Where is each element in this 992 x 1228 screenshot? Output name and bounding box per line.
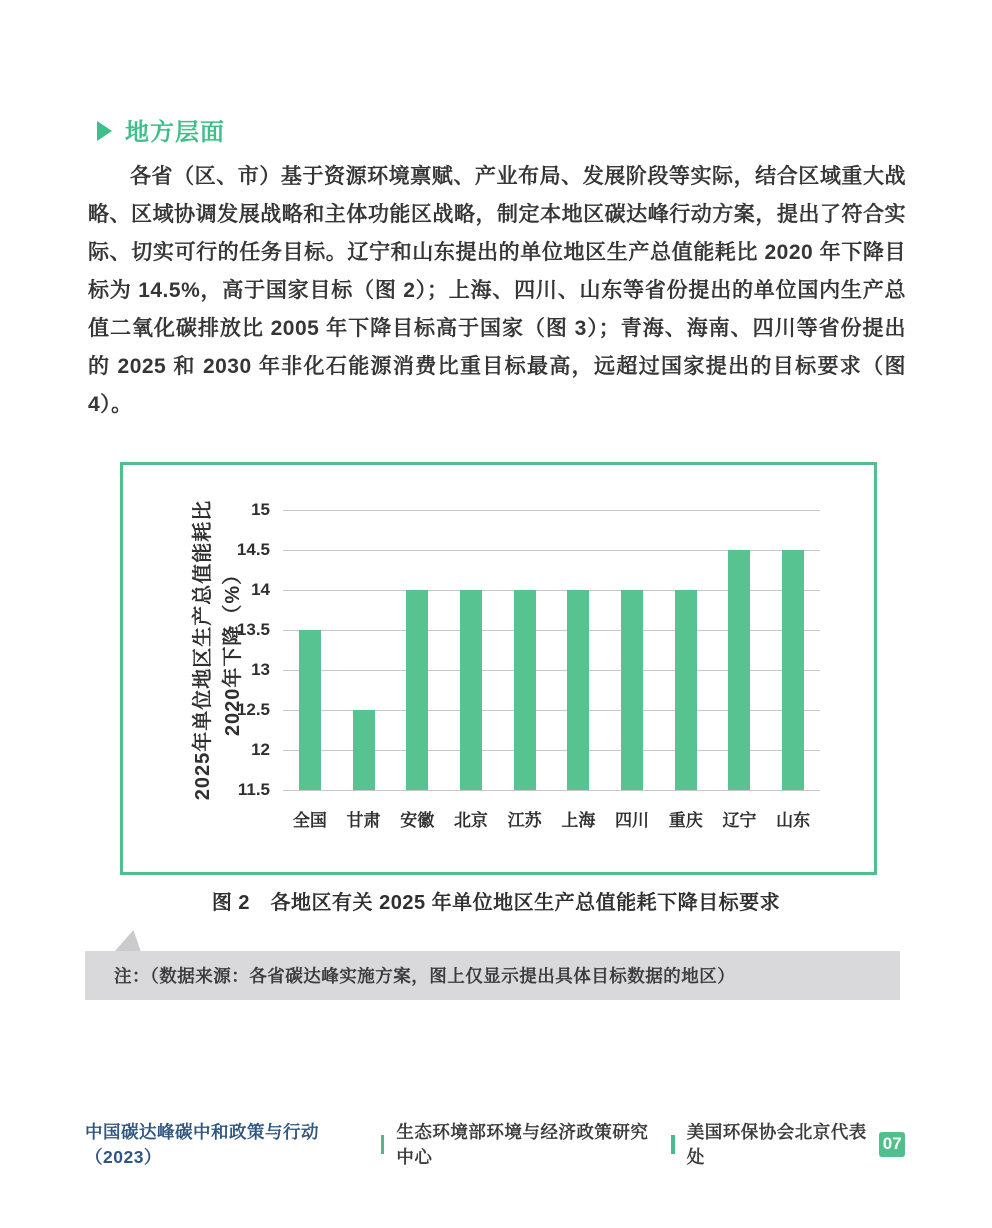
x-category-label: 山东 — [776, 811, 811, 830]
x-category-label: 北京 — [453, 811, 488, 830]
chart-bar — [299, 630, 321, 790]
chart-bar — [567, 590, 589, 790]
body-paragraph: 各省（区、市）基于资源环境禀赋、产业布局、发展阶段等实际，结合区域重大战略、区域协调发展战略和主体功能区战略，制定本地区碳达峰行动方案，提出了符合实际、切实可行的任务目标。辽宁和山东提出的单位地区生产总值能耗比 2020 年下降目标为 14.5%，高于国家目标（图 2）；上海、四川、山东等省份提出的单位国内生产总值二氧化碳排放比 2005 年下降目标高于国家（图 3）；青海、海南、四川等省份提出的 2025 和 2030 年非化石能源消费比重目标最高，远超过国家提出的目标要求（图 4）。 — [88, 165, 906, 416]
x-category-label: 全国 — [292, 811, 327, 830]
x-category-label: 四川 — [615, 811, 650, 830]
figure-caption: 图 2 各地区有关 2025 年单位地区生产总值能耗下降目标要求 — [211, 892, 781, 914]
section-title: 地方层面 — [125, 119, 225, 146]
note-text: 注：（数据来源：各省碳达峰实施方案，图上仅显示提出具体目标数据的地区） — [114, 966, 736, 986]
footer-org-2: 美国环保协会北京代表处 — [686, 1122, 867, 1167]
y-tick-label: 14.5 — [236, 540, 270, 559]
chart-plot-area — [283, 510, 820, 790]
page-footer — [85, 1122, 905, 1167]
footer-separator-icon — [671, 1135, 675, 1154]
chart-bar — [728, 550, 750, 790]
y-axis-label-line1: 2025年单位地区生产总值能耗比 — [192, 499, 214, 801]
x-category-label: 上海 — [561, 811, 596, 830]
y-tick-label: 13.5 — [236, 620, 270, 639]
x-category-label: 辽宁 — [722, 811, 757, 830]
chart-bar — [514, 590, 536, 790]
section-header — [97, 112, 225, 147]
chart-bar — [621, 590, 643, 790]
y-tick-label: 12.5 — [236, 700, 270, 719]
chart-inner — [123, 465, 874, 872]
chart-bar — [353, 710, 375, 790]
footer-report-title: 中国碳达峰碳中和政策与行动（2023） — [85, 1122, 319, 1167]
y-tick-label: 15 — [251, 500, 270, 519]
x-category-label: 甘肃 — [346, 811, 381, 830]
y-axis-label-line2: 2020年下降（%） — [222, 563, 244, 737]
x-category-label: 安徽 — [400, 811, 435, 830]
note-box — [85, 951, 900, 1000]
chart-bar — [406, 590, 428, 790]
y-tick-label: 13 — [251, 660, 270, 679]
footer-org-1: 生态环境部环境与经济政策研究中心 — [396, 1122, 649, 1167]
x-category-label: 重庆 — [668, 811, 703, 830]
y-tick-label: 14 — [251, 580, 270, 599]
x-category-label: 江苏 — [507, 811, 542, 830]
chart-bar — [675, 590, 697, 790]
y-axis-label — [178, 490, 258, 810]
gridline — [283, 510, 820, 511]
chart-bar — [782, 550, 804, 790]
page-number-badge: 07 — [879, 1132, 905, 1157]
y-tick-label: 12 — [251, 740, 270, 759]
footer-separator-icon — [381, 1135, 385, 1154]
y-tick-label: 11.5 — [237, 780, 270, 799]
triangle-bullet-icon — [97, 121, 112, 141]
gridline — [283, 790, 820, 791]
chart-bar — [460, 590, 482, 790]
note-corner-decoration-icon — [114, 930, 141, 952]
bar-chart-figure — [120, 462, 877, 875]
